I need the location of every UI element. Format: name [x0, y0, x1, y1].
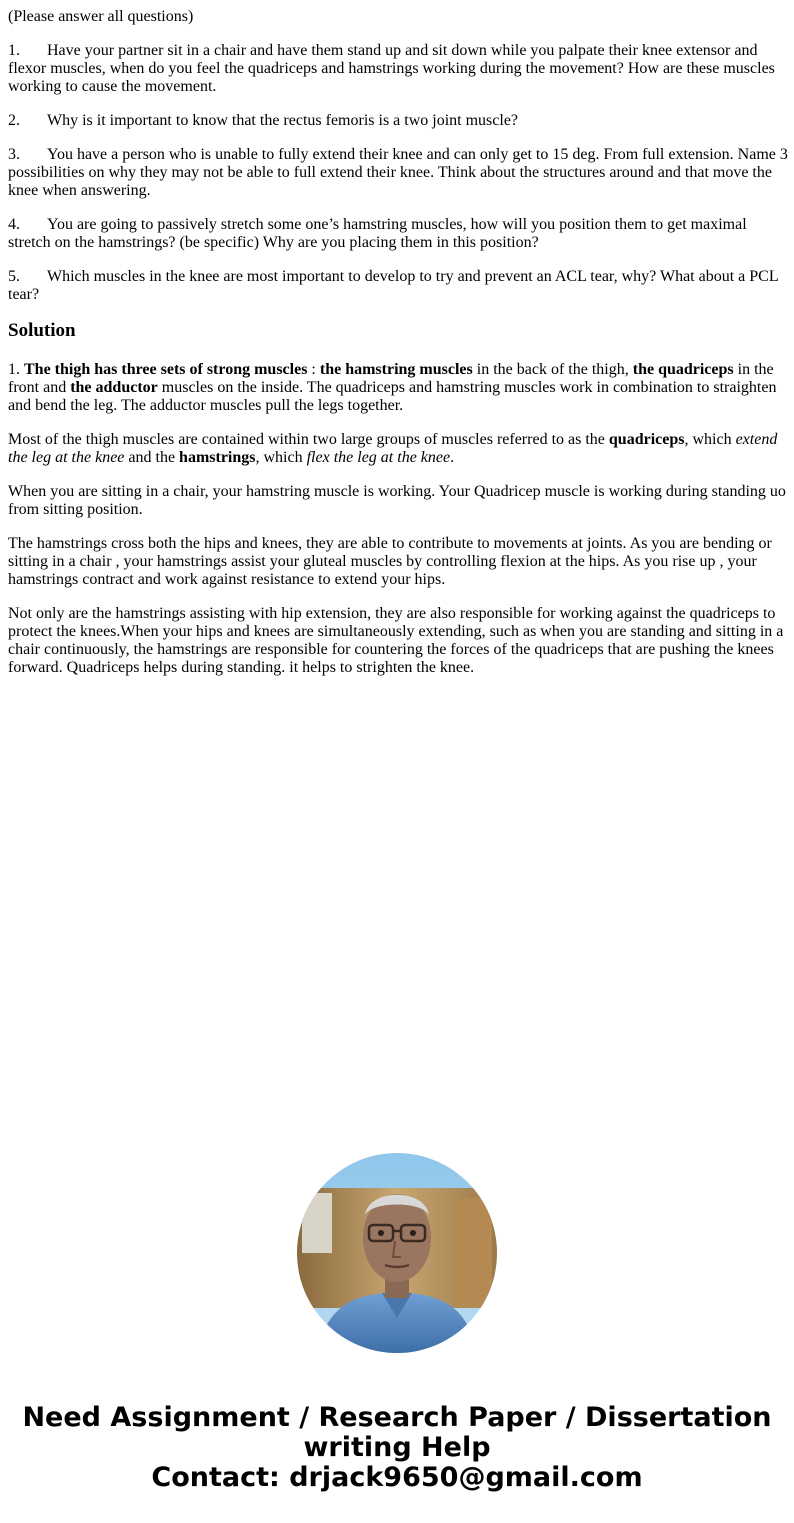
question-number: 4. [8, 216, 20, 233]
cta-line-2: writing Help [303, 1432, 491, 1463]
text-run: , which [255, 449, 307, 466]
bold-text: quadriceps [608, 431, 685, 448]
italic-text: flex the leg at the knee [306, 449, 451, 466]
bold-text: hamstrings [179, 449, 256, 466]
text-run: . [450, 449, 455, 466]
question-text: Which muscles in the knee are most important to develop to try and prevent an ACL tear, why? What about a PCL tear? [8, 268, 779, 303]
text-run: Most of the thigh muscles are contained within two large groups of muscles referred to as the [8, 431, 609, 448]
text-run: and the [124, 449, 180, 466]
text-run: in the front and [8, 361, 774, 396]
italic-text: extend the leg at the knee [8, 431, 778, 466]
question-4 [8, 216, 788, 252]
question-number: 3. [8, 146, 20, 163]
solution-paragraph-2 [8, 431, 788, 467]
question-number: 2. [8, 112, 20, 129]
question-number: 1. [8, 42, 20, 59]
contact-banner [0, 1403, 794, 1493]
solution-paragraph-5: Not only are the hamstrings assisting with hip extension, they are also responsible for working against the quadriceps to protect the knees.When your hips and knees are simultaneously extending, such as when you are standing and sitting in a chair continuously, the hamstrings are responsible for countering the forces of the quadriceps that are pushing the knees forward. Quadriceps helps during standing. it helps to strighten the knee. [8, 605, 784, 676]
text-run: , which [684, 431, 736, 448]
avatar-portrait-image [297, 1153, 497, 1353]
question-2 [8, 112, 788, 130]
bold-text: the adductor [70, 379, 158, 396]
solution-paragraph-1 [8, 361, 788, 415]
solution-number: 1. [8, 361, 24, 378]
question-text: You are going to passively stretch some one’s hamstring muscles, how will you position them to get maximal stretch on the hamstrings? (be specific) Why are you placing them in this position? [8, 216, 747, 251]
cta-line-1: Need Assignment / Research Paper / Dissertation [22, 1402, 772, 1433]
text-run: : [307, 361, 320, 378]
author-avatar [297, 1153, 497, 1353]
bold-text: The thigh has three sets of strong muscles [24, 361, 308, 378]
solution-heading: Solution [8, 320, 76, 341]
question-3 [8, 146, 788, 200]
question-text: Why is it important to know that the rectus femoris is a two joint muscle? [47, 112, 519, 129]
text-run: in the back of the thigh, [472, 361, 633, 378]
bold-text: the hamstring muscles [319, 361, 473, 378]
bold-text: the quadriceps [632, 361, 734, 378]
question-text: You have a person who is unable to fully extend their knee and can only get to 15 deg. From full extension. Name 3 possibilities on why they may not be able to full extend their knee. Think about the structures around and that move the knee when answering. [8, 146, 788, 199]
text-run: muscles on the inside. The quadriceps and hamstring muscles work in combination to straighten and bend the leg. The adductor muscles pull the legs together. [8, 379, 777, 414]
question-5 [8, 268, 788, 304]
solution-paragraph-3: When you are sitting in a chair, your hamstring muscle is working. Your Quadricep muscle is working during standing uo from sitting position. [8, 483, 786, 518]
question-text: Have your partner sit in a chair and have them stand up and sit down while you palpate their knee extensor and flexor muscles, when do you feel the quadriceps and hamstrings working during the movement? How are these muscles working to cause the movement. [8, 42, 775, 95]
document-content [8, 8, 788, 693]
question-1 [8, 42, 788, 96]
intro-text: (Please answer all questions) [8, 8, 194, 25]
question-number: 5. [8, 268, 20, 285]
cta-contact-email: Contact: drjack9650@gmail.com [151, 1462, 643, 1493]
solution-paragraph-4: The hamstrings cross both the hips and knees, they are able to contribute to movements at joints. As you are bending or sitting in a chair , your hamstrings assist your gluteal muscles by controlling flexion at the hips. As you rise up , your hamstrings contract and work against resistance to extend your hips. [8, 535, 772, 588]
